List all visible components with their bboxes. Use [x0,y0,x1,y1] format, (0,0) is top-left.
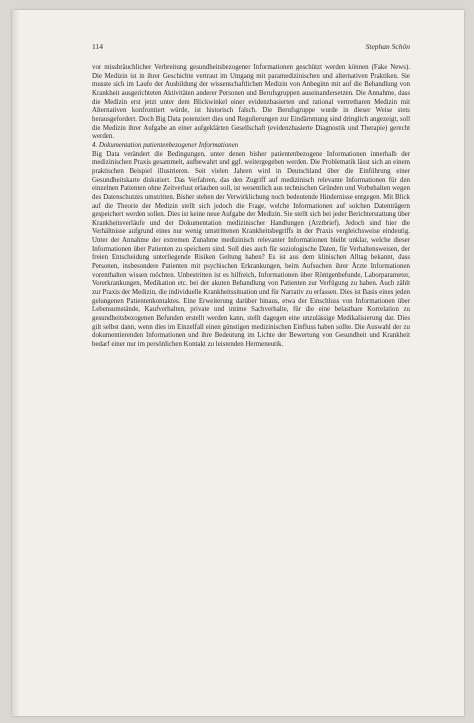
page-body [92,64,410,350]
scan-shadow [12,10,20,716]
running-header [92,42,410,56]
book-page [12,10,464,716]
paragraph-documentation: Big Data verändert die Bedingungen, unter denen bisher patientenbezogene Informationen innerhalb der medizinischen Praxis gesammelt, aufbewahrt und ggf. weitergegeben werden. Die Problematik lässt sich an einem praktischen Beispiel illustrieren. Seit vielen Jahren wird in Deutschland über die Einführung einer Gesundheitskarte diskutiert. Das Verfahren, das den Zugriff auf medizinisch relevante Informationen für den einzelnen Patienten ohne Zeitverlust erlauben soll, ist wesentlich aus technischen Gründen und Vorbehalten wegen des Datenschutzes umstritten. Bisher stehen der Verwirklichung noch bedeutende Hindernisse entgegen. Mit Blick auf die Theorie der Medizin stellt sich jedoch die Frage, welche Informationen auf solchen Datenträgern gespeichert werden sollen. Dies ist keine neue Aufgabe der Medizin. Sie stellt sich bei jeder Berichterstattung über Krankheitsverläufe und der Dokumentation medizinischer Handlungen (Arztbrief). Jedoch sind hier die Verhältnisse aufgrund eines nur wenig umstrittenen Krankheitsbegriffs in der Praxis vergleichsweise eindeutig. Unter der Annahme der extremen Zunahme medizinisch relevanter Informationen bleibt unklar, welche dieser Informationen über Patienten zu speichern sind. Soll dies auch für soziologische Daten, für Verhaltensweisen, der freien Entscheidung unterliegende Risiken Geltung haben? Es ist aus dem klinischen Alltag bekannt, dass Personen, insbesondere Patienten mit psychischen Erkrankungen, beim Aufsuchen ihrer Ärzte Informationen vorenthalten wissen möchten. Unbestritten ist es hilfreich, Informationen über Röntgenbefunde, Laborparameter, Vorerkrankungen, Medikation etc. bei der akuten Behandlung von Patienten zur Verfügung zu haben. Auch zählt zur Praxis der Medizin, die individuelle Krankheitssituation und für Narrativ zu erfassen. Dies ist Basis eines jeden gelungenen Patientenkontaktes. Eine Erweiterung darüber hinaus, etwa der Einschluss von Informationen über Lebensumstände, Kaufverhalten, private und intime Sachverhalte, für die eine belastbare Korrelation zu gesundheitsbezogenen Befunden erstellt werden kann, stellt dagegen eine unzulässige Medikalisierung dar. Dies gilt selbst dann, wenn dies im Einzelfall einen günstigen medizinischen Einfluss haben sollte. Die Auswahl der zu dokumentierenden Informationen und ihre Bedeutung im Lichte der Bewertung von Gesundheit und Krankheit bedarf einer nur im persönlichen Kontakt zu leistenden Hermeneutik. [92,150,410,348]
running-header-author: Stephan Schön [365,42,410,51]
page-number: 114 [92,42,103,51]
paragraph-continued: vor missbräuchlicher Verbreitung gesundheitsbezogener Informationen geschützt werden können (Fake News). Die Medizin ist in ihrer Geschichte vertraut im Umgang mit paramedizinischen und alternativen Praktiken. Sie musste sich im Laufe der Ausbildung der wissenschaftlichen Medizin von Anbeginn mit auf die Behandlung von Krankheit ausgerichteten Aktivitäten anderer Personen und Berufsgruppen auseinandersetzen. Die Annahme, dass die Medizin erst jetzt unter dem Blickwinkel einer evidenzbasierten und rational vertretbaren Medizin mit Alternativen konfrontiert würde, ist historisch falsch. Die Berufsgruppe wurde in dieser Weise stets herausgefordert. Doch Big Data potenziert dies und Regulierungen zur Eindämmung sind dringlich angezeigt, soll die Medizin ihrer Aufgabe an einer aufgeklärten Gesellschaft (evidenzbasierte Diagnostik und Therapie) gerecht werden. [92,64,410,141]
section-title: 4. Dokumentation patientenbezogener Informationen [92,141,239,149]
